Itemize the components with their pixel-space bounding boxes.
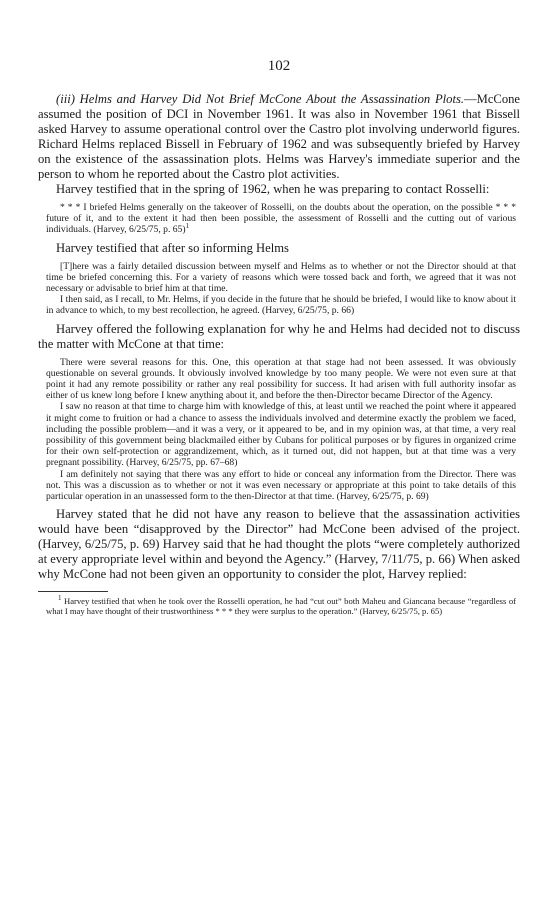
quote-helms-briefing	[46, 202, 516, 236]
paragraph-explanation: Harvey offered the following explanation for why he and Helms had decided not to discuss the matter with McCone at that time:	[38, 321, 520, 351]
quote-helms-briefing-text: * * * I briefed Helms generally on the takeover of Rosselli, on the doubts about the operation, on the possible * * * future of it, and to the extent it had then been possible, the assessment of Rosselli and the cutting out of various individuals. (Harvey, 6/25/75, p. 65)	[46, 202, 516, 236]
quote-several-reasons: There were several reasons for this. One, this operation at that stage had not been assessed. It was obviously questionable on several grounds. It obviously involved knowledge by too many people. We were not even sure at that point it had any remote possibility or rather any real possibility for success. It had arisen with full authority insofar as either of us knew long before I knew anything about it, and before the then-Director became Director of the Agency.	[46, 356, 516, 402]
footnote-text: Harvey testified that when he took over the Rosselli operation, he had “cut out” both Maheu and Giancana because “regardless of what I may have thought of their trustworthiness * * * they were surplus to the operation.” (Harvey, 6/25/75, p. 65)	[46, 596, 516, 617]
quote-advance-notice: I then said, as I recall, to Mr. Helms, if you decide in the future that he should be briefed, I would like to know about it in advance to which, to my best recollection, he agreed. (Harvey, 6/25/75, p. 66)	[46, 294, 516, 317]
quote-not-hiding: I am definitely not saying that there was any effort to hide or conceal any information from the Director. There was not. This was a discussion as to whether or not it was even necessary or appropriate at this point to take details of this particular operation in an unassessed form to the then-Director at that time. (Harvey, 6/25/75, p. 69)	[46, 468, 516, 503]
footnote	[46, 596, 516, 616]
footnote-divider	[38, 591, 108, 592]
paragraph-harvey-testified: Harvey testified that in the spring of 1962, when he was preparing to contact Rosselli:	[56, 182, 490, 196]
footnote-reference: 1	[185, 222, 190, 231]
page-number: 102	[267, 58, 291, 74]
quote-no-reason-to-charge: I saw no reason at that time to charge him with knowledge of this, at least until we reached the point where it appeared it might come to fruition or had a chance to assess the individuals involved and determine exactly the problem we faced, including the possible problem—and it was a very, or it appeared to be, and in my opinion was, at that time, a very real possibility of this government being blackmailed either by Cubans for political purposes or by figures in organized crime for their own self-protection or aggrandizement, which, as it turned out, did not happen, but at that time was a very pregnant possibility. (Harvey, 6/25/75, pp. 67–68)	[46, 401, 516, 469]
section-paragraph-text: —McCone assumed the position of DCI in November 1961. It was also in November 1961 that Bissell asked Harvey to assume operational control over the Castro plot involving underworld figures. Richard Helms replaced Bissell in February of 1962 and was subsequently briefed by Harvey on the existence of the assassination plots. Helms was Harvey's immediate superior and the person to whom he reported about the Castro plot activities.	[38, 92, 520, 181]
section-paragraph-helms-harvey	[38, 92, 520, 182]
paragraph-harvey-stated: Harvey stated that he did not have any reason to believe that the assassination activities would have been “disapproved by the Director” had McCone been advised of the project. (Harvey, 6/25/75, p. 69) Harvey said that he had thought the plots “were completely authorized at every appropriate level within and beyond the Agency.” (Harvey, 7/11/75, p. 66) When asked why McCone had not been given an opportunity to consider the plot, Harvey replied:	[38, 507, 520, 582]
footnote-mark: 1	[58, 594, 62, 603]
section-heading: (iii) Helms and Harvey Did Not Brief McCone About the Assassination Plots.	[56, 92, 465, 106]
paragraph-after-informing-helms: Harvey testified that after so informing Helms	[56, 240, 289, 255]
quote-detailed-discussion: [T]here was a fairly detailed discussion between myself and Helms as to whether or not the Director should at that time be briefed concerning this. For a variety of reasons which were tossed back and forth, we agreed that it was not necessary or advisable to brief him at that time.	[46, 260, 516, 295]
